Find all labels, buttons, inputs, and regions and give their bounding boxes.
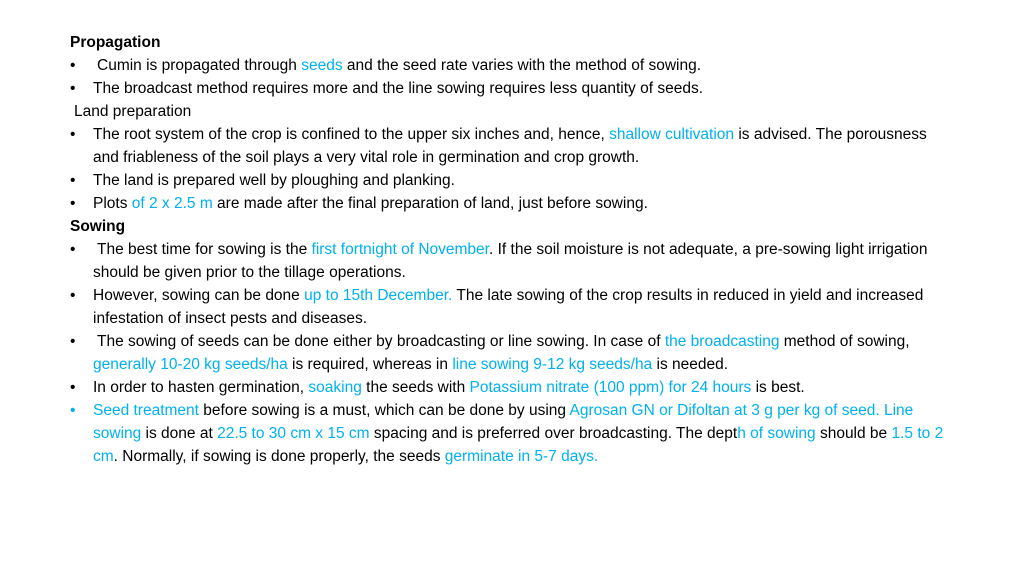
highlight-text: h of sowing xyxy=(737,425,816,442)
land-preparation-heading: Land preparation xyxy=(74,103,192,120)
highlight-text: Potassium nitrate (100 ppm) for 24 hours xyxy=(469,379,752,396)
text-run: is done at xyxy=(141,425,218,442)
list-item xyxy=(70,169,950,192)
highlight-text: Agrosan GN or Difoltan at 3 g per kg of seed. Line sowing xyxy=(93,402,914,442)
text-run: before sowing is a must, which can be done by using xyxy=(198,402,570,419)
list-item xyxy=(70,376,950,399)
highlight-text: shallow cultivation xyxy=(609,126,735,143)
text-run: The broadcast method requires more and the line sowing requires less quantity of seeds. xyxy=(93,80,704,97)
list-item xyxy=(70,192,950,215)
list-item xyxy=(70,54,950,77)
sowing-list xyxy=(70,238,950,468)
text-run: . Normally, if sowing is done properly, the seeds xyxy=(113,448,445,465)
propagation-list xyxy=(70,54,950,100)
list-item xyxy=(70,238,950,284)
text-run: The best time for sowing is the xyxy=(97,241,312,258)
sowing-heading: Sowing xyxy=(70,218,126,235)
list-item xyxy=(70,330,950,376)
propagation-heading: Propagation xyxy=(70,34,161,51)
text-run: The late sowing of the crop results in reduced in yield and increased infestation of insect pests and diseases. xyxy=(93,287,924,327)
text-run: The land is prepared well by ploughing and planking. xyxy=(93,172,455,189)
highlight-text: generally 10-20 kg seeds/ha xyxy=(93,356,288,373)
land-preparation-list xyxy=(70,123,950,215)
text-run: spacing and is preferred over broadcasting. The dept xyxy=(369,425,738,442)
list-item xyxy=(70,77,950,100)
text-run: . If the soil moisture is not adequate, a pre-sowing light irrigation should be given prior to the tillage operations. xyxy=(93,241,928,281)
highlight-text: 22.5 to 30 cm x 15 cm xyxy=(217,425,370,442)
slide-content xyxy=(70,31,950,468)
highlight-text: germinate in 5-7 days. xyxy=(444,448,599,465)
text-run: method of sowing, xyxy=(779,333,910,350)
highlight-text: Seed treatment xyxy=(93,402,199,419)
highlight-text: seeds xyxy=(301,57,343,74)
text-run: is advised. The porousness and friableness of the soil plays a very vital role in germination and crop growth. xyxy=(93,126,927,166)
highlight-text: soaking xyxy=(308,379,362,396)
text-run: should be xyxy=(815,425,892,442)
text-run: and the seed rate varies with the method of sowing. xyxy=(342,57,702,74)
text-run: is best. xyxy=(751,379,805,396)
text-run: In order to hasten germination, xyxy=(93,379,309,396)
text-run: is needed. xyxy=(652,356,729,373)
list-item xyxy=(70,123,950,169)
list-item xyxy=(70,399,950,468)
text-run: the seeds with xyxy=(361,379,470,396)
highlight-text: up to 15th December. xyxy=(304,287,453,304)
highlight-text: first fortnight of November xyxy=(311,241,489,258)
text-run: However, sowing can be done xyxy=(93,287,305,304)
text-run: Cumin is propagated through xyxy=(97,57,302,74)
text-run: is required, whereas in xyxy=(287,356,453,373)
highlight-text: line sowing 9-12 kg seeds/ha xyxy=(452,356,653,373)
highlight-text: the broadcasting xyxy=(664,333,780,350)
highlight-text: of 2 x 2.5 m xyxy=(131,195,213,212)
text-run: are made after the final preparation of land, just before sowing. xyxy=(212,195,648,212)
text-run: Plots xyxy=(93,195,132,212)
text-run: The root system of the crop is confined to the upper six inches and, hence, xyxy=(93,126,610,143)
text-run: The sowing of seeds can be done either by broadcasting or line sowing. In case of xyxy=(97,333,665,350)
list-item xyxy=(70,284,950,330)
highlight-text: 1.5 to 2 cm xyxy=(93,425,944,465)
